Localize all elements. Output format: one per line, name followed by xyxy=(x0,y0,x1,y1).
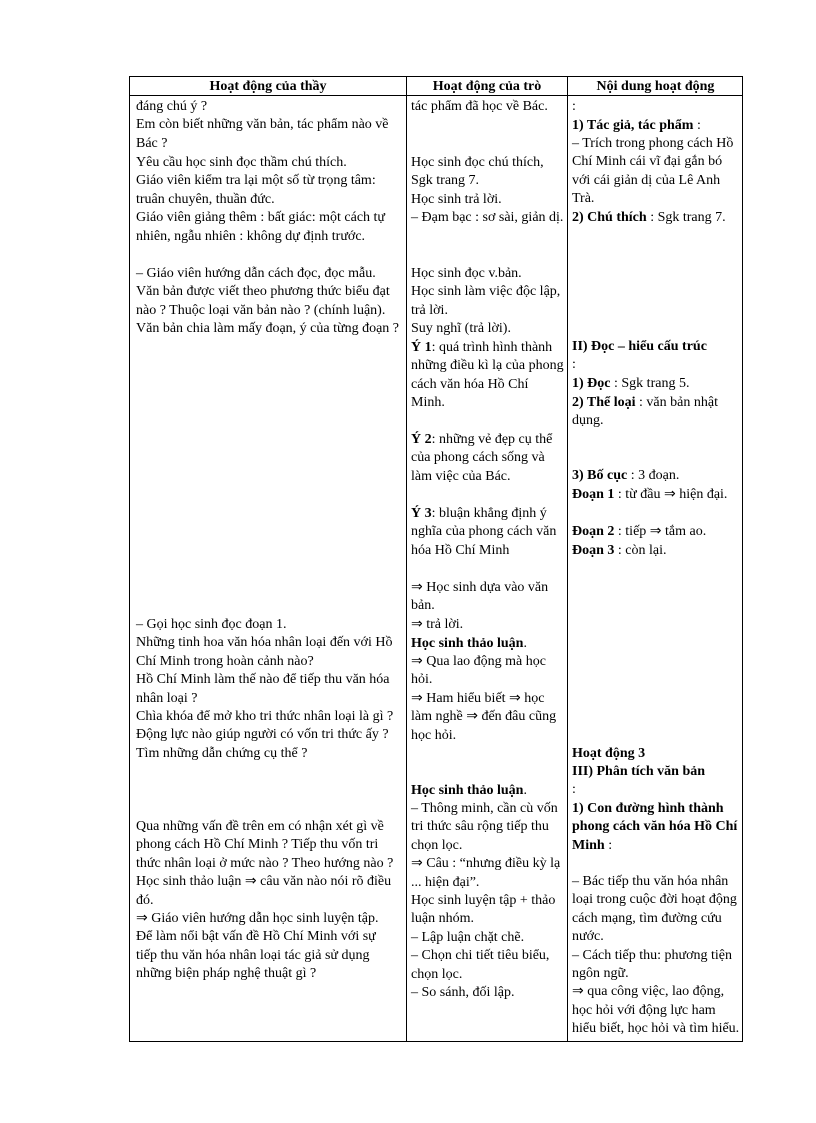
header-teacher: Hoạt động của thầy xyxy=(130,77,406,96)
path-text: – Bác tiếp thu văn hóa nhân loại trong cuộc đời hoạt động cách mạng, tìm đường cứu nước. – Cách tiếp thu: phương tiện ngôn ngữ. ⇒ qua công việc, lao động, học hỏi với động lực ham hiểu biết, học hỏi và tìm hiểu. xyxy=(572,874,740,1037)
part-2-title: II) Đọc – hiểu cấu trúc : xyxy=(572,339,707,373)
paragraph-2 xyxy=(572,523,740,541)
genre-item xyxy=(572,394,740,431)
content-colon: : xyxy=(572,99,576,114)
idea-2-text: : những vẻ đẹp cụ thể của phong cách sống và làm việc của Bác. xyxy=(411,432,553,484)
idea-3-text: : bluận khẳng định ý nghĩa của phong cách văn hóa Hồ Chí Minh xyxy=(411,506,557,558)
teacher-block: – Giáo viên hướng dẫn cách đọc, đọc mẫu. Văn bản được viết theo phương thức biểu đạt nào ? Thuộc loại văn bản nào ? (chính luận). Văn bản chia làm mấy đoạn, ý của từng đoạn ? xyxy=(136,266,399,337)
idea-2-label: Ý 2 xyxy=(411,432,432,447)
teacher-block: đáng chú ý ? Em còn biết những văn bản, tác phẩm nào về Bác ? xyxy=(136,99,389,151)
discussion-label: Học sinh thảo luận xyxy=(411,783,524,798)
student-block: tác phẩm đã học về Bác. xyxy=(411,99,548,114)
section-text: : Sgk trang 7. xyxy=(650,210,726,225)
lesson-table xyxy=(129,76,743,1042)
student-block: – Thông minh, cần cù vốn tri thức sâu rộng tiếp thu chọn lọc. ⇒ Câu : “nhưng điều kỳ lạ ... hiện đại”. Học sinh luyện tập + thảo luận nhóm. – Lập luận chặt chẽ. – Chọn chi tiết tiêu biểu, chọn lọc. – So sánh, đối lập. xyxy=(411,801,561,1001)
activity-title: Hoạt động 3 xyxy=(572,746,646,761)
section-text: – Trích trong phong cách Hồ Chí Minh cái vĩ đại gắn bó với cái giản dị của Lê Anh Trà. xyxy=(572,136,734,207)
teacher-column xyxy=(130,96,406,1041)
paragraph-label: Đoạn 1 xyxy=(572,487,615,502)
read-item xyxy=(572,375,740,393)
student-discussion: Học sinh thảo luận. xyxy=(411,783,527,798)
paragraph-text: : còn lại. xyxy=(617,543,667,558)
student-idea-3 xyxy=(411,505,565,560)
header-content: Nội dung hoạt động xyxy=(568,77,743,96)
student-block: ⇒ Học sinh dựa vào văn bản. ⇒ trả lời. xyxy=(411,580,549,632)
student-block: Học sinh đọc chú thích, Sgk trang 7. Học sinh trả lời. – Đạm bạc : sơ sài, giản dị. xyxy=(411,155,564,226)
teacher-block: – Gọi học sinh đọc đoạn 1. Những tinh hoa văn hóa nhân loại đến với Hồ Chí Minh trong hoàn cảnh nào? Hồ Chí Minh làm thế nào để tiếp thu văn hóa nhân loại ? Chìa khóa để mở kho tri thức nhân loại là gì ? Động lực nào giúp người có vốn tri thức ấy ? Tìm những dẫn chứng cụ thể ? xyxy=(136,617,394,761)
item-text: : Sgk trang 5. xyxy=(614,376,690,391)
header-student: Hoạt động của trò xyxy=(407,77,567,96)
paragraph-1 xyxy=(572,486,740,504)
paragraph-label: Đoạn 2 xyxy=(572,524,615,539)
item-title: 2) Thể loại xyxy=(572,395,636,410)
paragraph-3 xyxy=(572,542,740,560)
activity-3-title xyxy=(572,745,740,763)
item-title: 3) Bố cục xyxy=(572,468,628,483)
student-idea-1 xyxy=(411,339,565,413)
student-discussion: Học sinh thảo luận. xyxy=(411,636,527,651)
teacher-block: Qua những vấn đề trên em có nhận xét gì về phong cách Hồ Chí Minh ? Tiếp thu vốn tri thức nhân loại ở mức nào ? Theo hướng nào ? Học sinh thảo luận ⇒ câu văn nào nói rõ điều đó. ⇒ Giáo viên hướng dẫn học sinh luyện tập. Để làm nổi bật vấn đề Hồ Chí Minh với sự tiếp thu văn hóa nhân loại tác giả sử dụng những biện pháp nghệ thuật gì ? xyxy=(136,819,394,982)
path-section: 1) Con đường hình thành phong cách văn hóa Hồ Chí Minh : xyxy=(572,801,738,853)
part-title: III) Phân tích văn bản xyxy=(572,764,706,779)
part-title: II) Đọc – hiểu cấu trúc xyxy=(572,339,707,354)
idea-1-text: : quá trình hình thành những điều kì lạ của phong cách văn hóa Hồ Chí Minh. xyxy=(411,340,564,411)
section-title: 1) Tác giả, tác phẩm xyxy=(572,118,694,133)
section-title: 2) Chú thích xyxy=(572,210,647,225)
section-author-work: 1) Tác giả, tác phẩm : xyxy=(572,118,701,133)
student-idea-2 xyxy=(411,431,565,486)
teacher-block: Yêu cầu học sinh đọc thầm chú thích. Giáo viên kiểm tra lại một số từ trọng tâm: truân chuyên, thuần đức. Giáo viên giảng thêm : bất giác: một cách tự nhiên, ngẫu nhiên : không dự định trước. xyxy=(136,155,386,244)
discussion-label: Học sinh thảo luận xyxy=(411,636,524,651)
item-text: : văn bản nhật dụng. xyxy=(572,395,718,429)
paragraph-text: : từ đầu ⇒ hiện đại. xyxy=(617,487,728,502)
paragraph-text: : tiếp ⇒ tắm ao. xyxy=(617,524,707,539)
path-title: 1) Con đường hình thành phong cách văn hóa Hồ Chí Minh xyxy=(572,801,738,853)
item-title: 1) Đọc xyxy=(572,376,611,391)
item-text: : 3 đoạn. xyxy=(630,468,680,483)
student-block: Học sinh đọc v.bản. Học sinh làm việc độc lập, trả lời. Suy nghĩ (trả lời). xyxy=(411,266,561,337)
student-column xyxy=(407,96,567,1041)
paragraph-label: Đoạn 3 xyxy=(572,543,615,558)
layout-item xyxy=(572,467,740,485)
idea-1-label: Ý 1 xyxy=(411,340,432,355)
idea-3-label: Ý 3 xyxy=(411,506,432,521)
content-column xyxy=(568,96,743,1041)
part-3-title: III) Phân tích văn bản : xyxy=(572,764,706,798)
student-block: ⇒ Qua lao động mà học hỏi. ⇒ Ham hiểu biết ⇒ học làm nghề ⇒ đến đâu cũng học hỏi. xyxy=(411,654,557,743)
section-notes xyxy=(572,209,740,227)
